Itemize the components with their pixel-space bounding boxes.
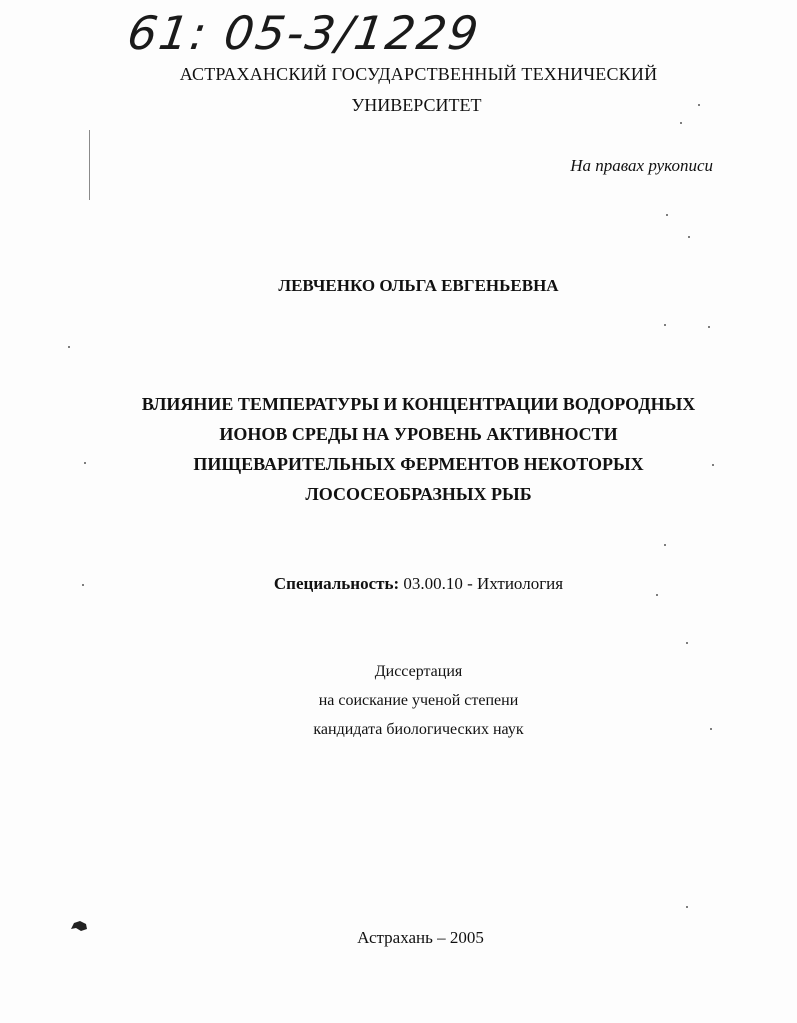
- university-name-line1: АСТРАХАНСКИЙ ГОСУДАРСТВЕННЫЙ ТЕХНИЧЕСКИЙ: [179, 64, 658, 84]
- scan-speck: [708, 326, 710, 328]
- title-line-1: ВЛИЯНИЕ ТЕМПЕРАТУРЫ И КОНЦЕНТРАЦИИ ВОДОРОДНЫХ: [141, 394, 696, 414]
- scan-speck: [664, 324, 666, 326]
- specialty-label: Специальность:: [273, 574, 400, 593]
- scan-speck: [82, 584, 84, 586]
- manuscript-rights-note: На правах рукописи: [570, 156, 713, 175]
- university-name-line2: УНИВЕРСИТЕТ: [351, 95, 482, 115]
- ink-blot: [70, 920, 88, 932]
- title-line-3: ПИЩЕВАРИТЕЛЬНЫХ ФЕРМЕНТОВ НЕКОТОРЫХ: [193, 454, 644, 474]
- scan-speck: [686, 906, 688, 908]
- scan-speck: [666, 214, 668, 216]
- specialty-line: [20, 574, 797, 594]
- scan-speck: [698, 104, 700, 106]
- margin-rule: [89, 130, 90, 200]
- scan-speck: [68, 346, 70, 348]
- scan-speck: [656, 594, 658, 596]
- scan-speck: [710, 728, 712, 730]
- scan-speck: [680, 122, 682, 124]
- scan-speck: [712, 464, 714, 466]
- title-line-2: ИОНОВ СРЕДЫ НА УРОВЕНЬ АКТИВНОСТИ: [219, 424, 618, 444]
- author-name: ЛЕВЧЕНКО ОЛЬГА ЕВГЕНЬЕВНА: [278, 276, 559, 295]
- title-line-4: ЛОСОСЕОБРАЗНЫХ РЫБ: [305, 484, 532, 504]
- scan-speck: [688, 236, 690, 238]
- dissertation-science-line: кандидата биологических наук: [313, 721, 524, 738]
- dissertation-type: Диссертация: [374, 663, 463, 680]
- scan-speck: [84, 462, 86, 464]
- specialty-value: 03.00.10 - Ихтиология: [399, 574, 564, 593]
- scan-speck: [664, 544, 666, 546]
- dissertation-degree-line: на соискание ученой степени: [318, 692, 519, 709]
- city-year: Астрахань – 2005: [357, 928, 484, 947]
- scan-speck: [686, 642, 688, 644]
- handwritten-catalog-code: 61: 05-3/1229: [124, 6, 484, 60]
